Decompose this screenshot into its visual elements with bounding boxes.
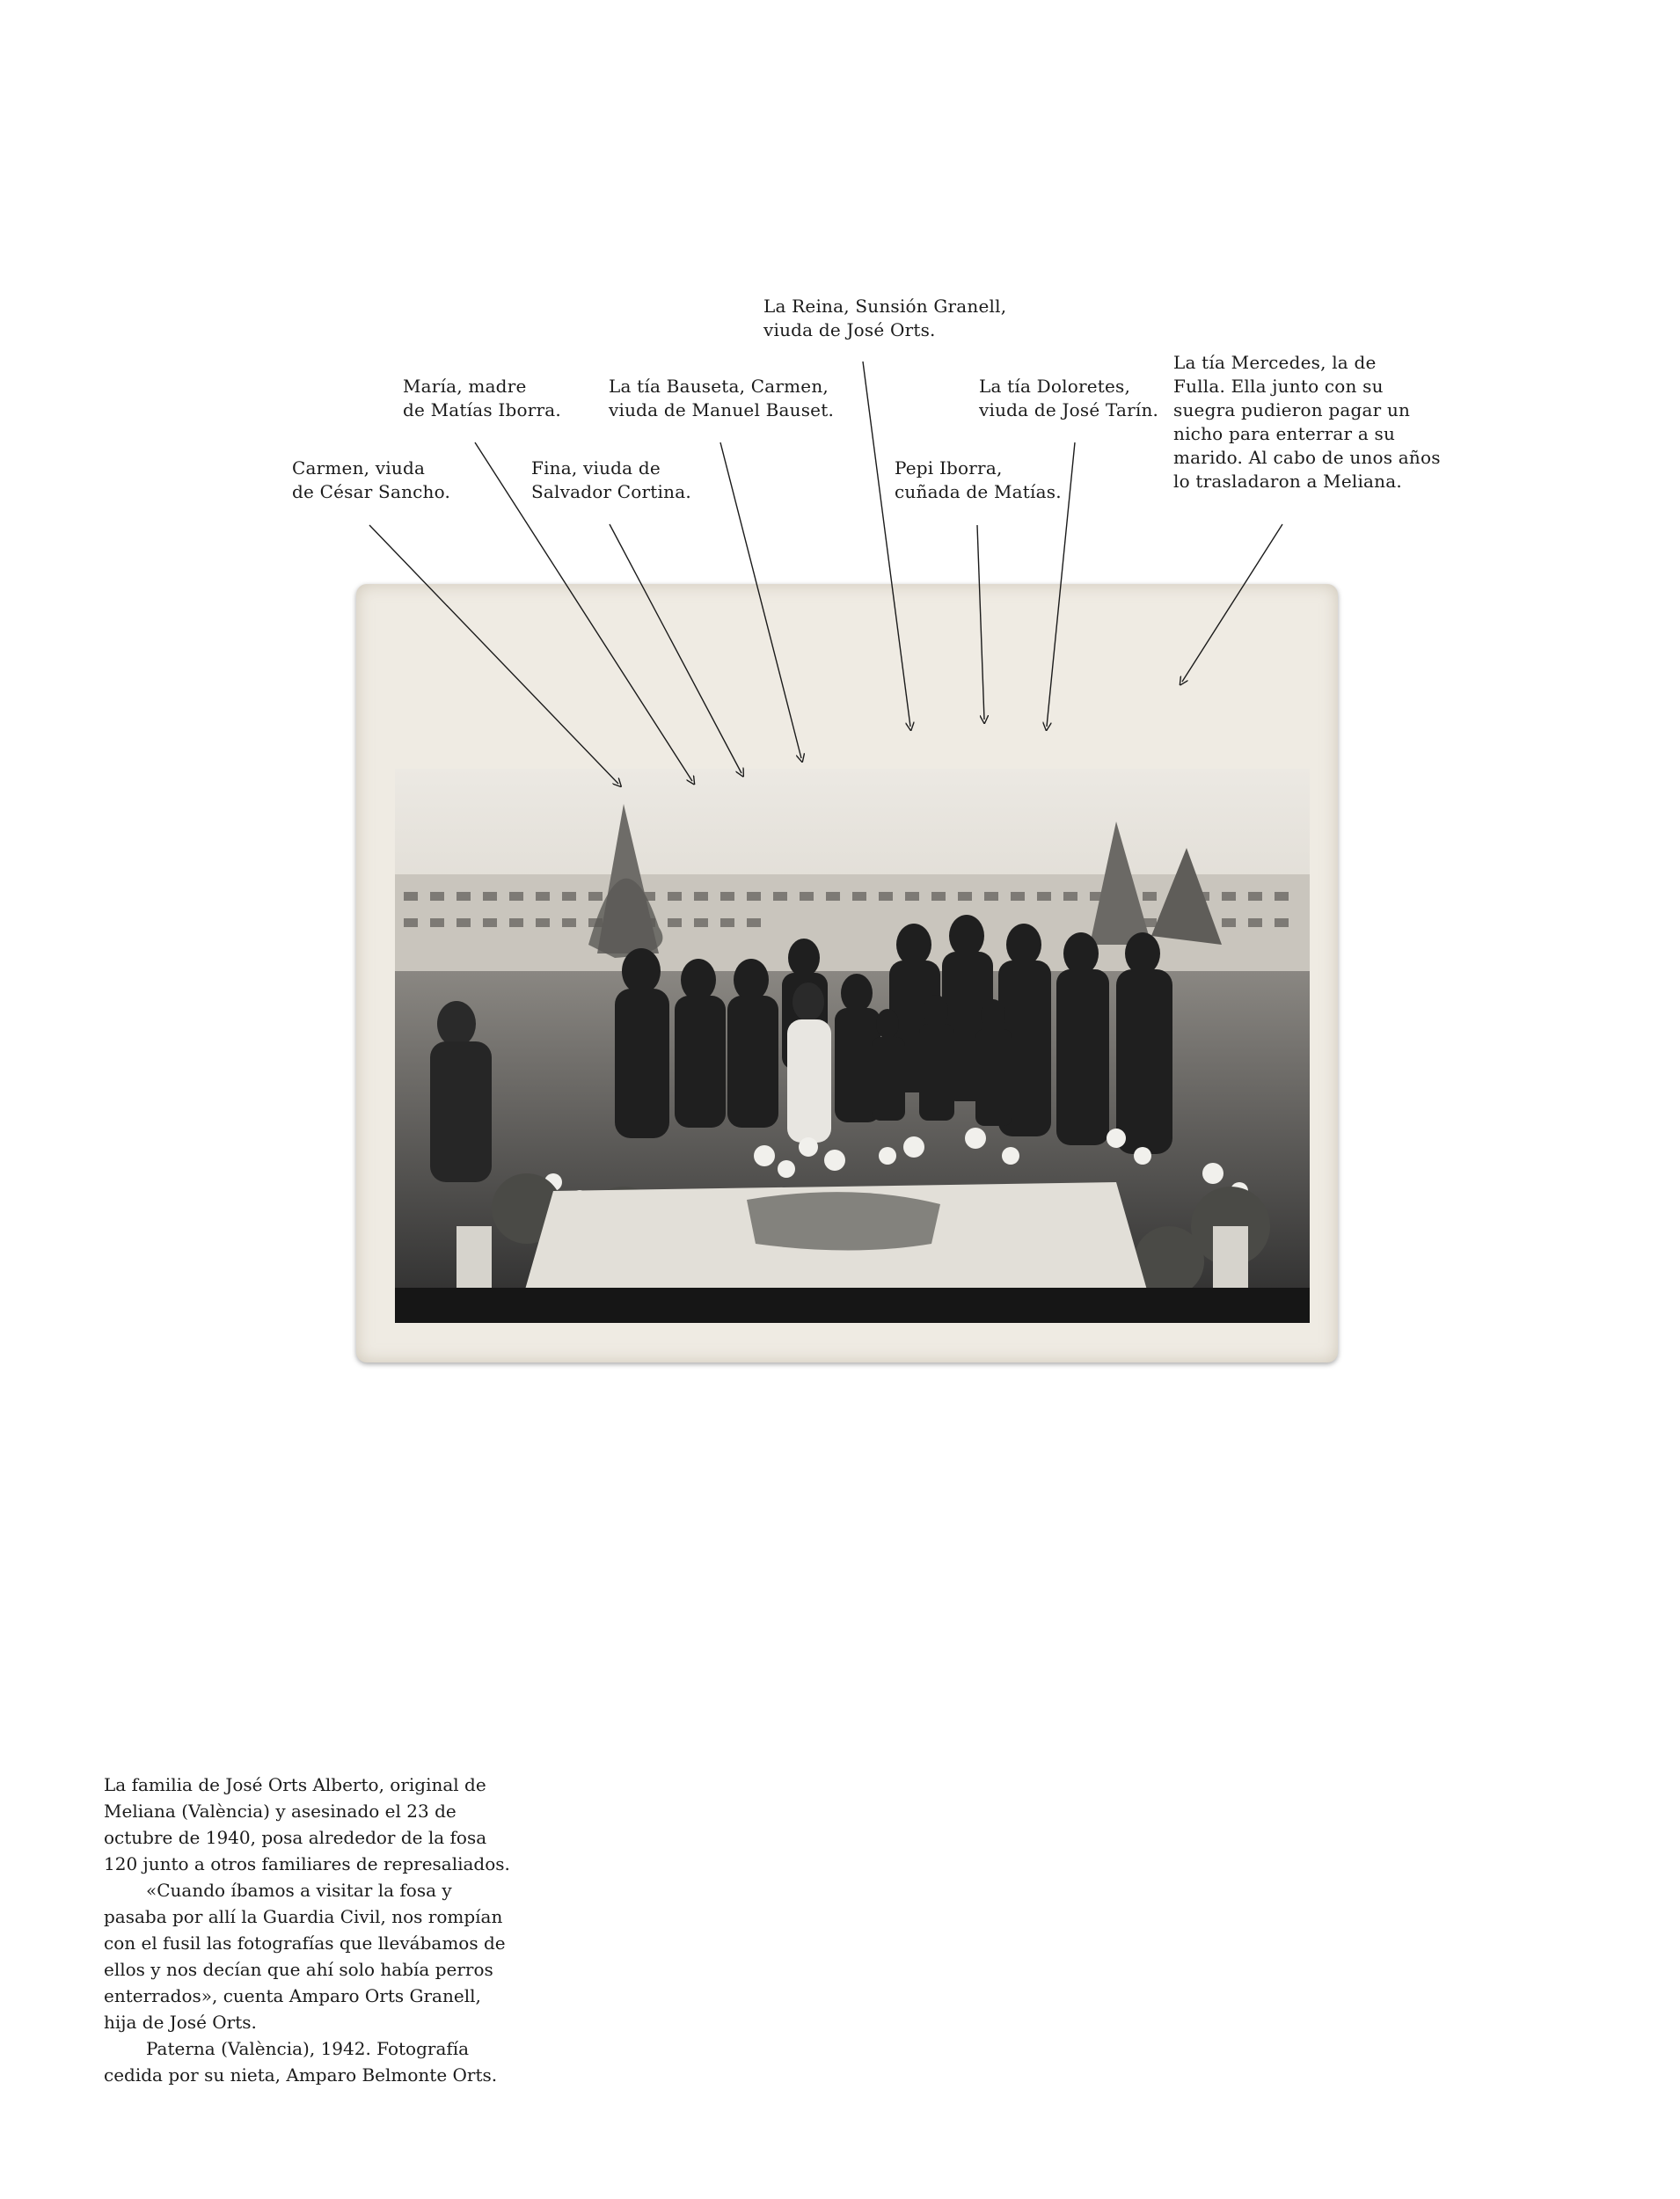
label-line: suegra pudieron pagar un <box>1173 399 1411 420</box>
label-line: Fulla. Ella junto con su <box>1173 376 1384 397</box>
label-line: cuñada de Matías. <box>895 481 1062 502</box>
label-line: La tía Doloretes, <box>979 376 1131 397</box>
label-line: La tía Bauseta, Carmen, <box>609 376 829 397</box>
label-line: María, madre <box>403 376 527 397</box>
label-pepi <box>895 457 1062 504</box>
photo-print <box>356 584 1338 1363</box>
label-line: La tía Mercedes, la de <box>1173 352 1377 373</box>
label-line: viuda de José Orts. <box>763 319 936 340</box>
label-reina <box>763 295 1006 342</box>
caption-paragraph: La familia de José Orts Alberto, original de Meliana (València) y asesinado el 23 de octubre de 1940, posa alrededor de la fosa 120 junto a otros familiares de represaliados. <box>104 1774 510 1874</box>
label-maria <box>403 375 561 422</box>
label-line: lo trasladaron a Meliana. <box>1173 471 1402 492</box>
cemetery-family-photo <box>395 769 1310 1323</box>
photo-illustration <box>395 769 1310 1323</box>
label-line: La Reina, Sunsión Granell, <box>763 296 1007 317</box>
label-line: nicho para enterrar a su <box>1173 423 1396 444</box>
label-carmen-sancho <box>292 457 450 504</box>
label-bauseta <box>609 375 834 422</box>
label-line: Pepi Iborra, <box>895 457 1003 479</box>
label-fina <box>531 457 691 504</box>
caption-paragraph: Paterna (València), 1942. Fotografía cedida por su nieta, Amparo Belmonte Orts. <box>104 2038 498 2086</box>
label-line: marido. Al cabo de unos años <box>1173 447 1441 468</box>
photo-caption <box>104 1772 517 2088</box>
label-mercedes <box>1173 351 1441 493</box>
caption-paragraph: «Cuando íbamos a visitar la fosa y pasaba por allí la Guardia Civil, nos rompían con el fusil las fotografías que llevábamos de ellos y nos decían que ahí solo había perros enterrados», cuenta Amparo Orts Granell, hija de José Orts. <box>104 1880 506 2033</box>
label-line: Carmen, viuda <box>292 457 426 479</box>
label-line: de César Sancho. <box>292 481 451 502</box>
label-line: viuda de José Tarín. <box>979 399 1159 420</box>
label-line: Salvador Cortina. <box>531 481 691 502</box>
label-line: de Matías Iborra. <box>403 399 561 420</box>
label-doloretes <box>979 375 1158 422</box>
label-line: viuda de Manuel Bauset. <box>609 399 835 420</box>
label-line: Fina, viuda de <box>531 457 661 479</box>
